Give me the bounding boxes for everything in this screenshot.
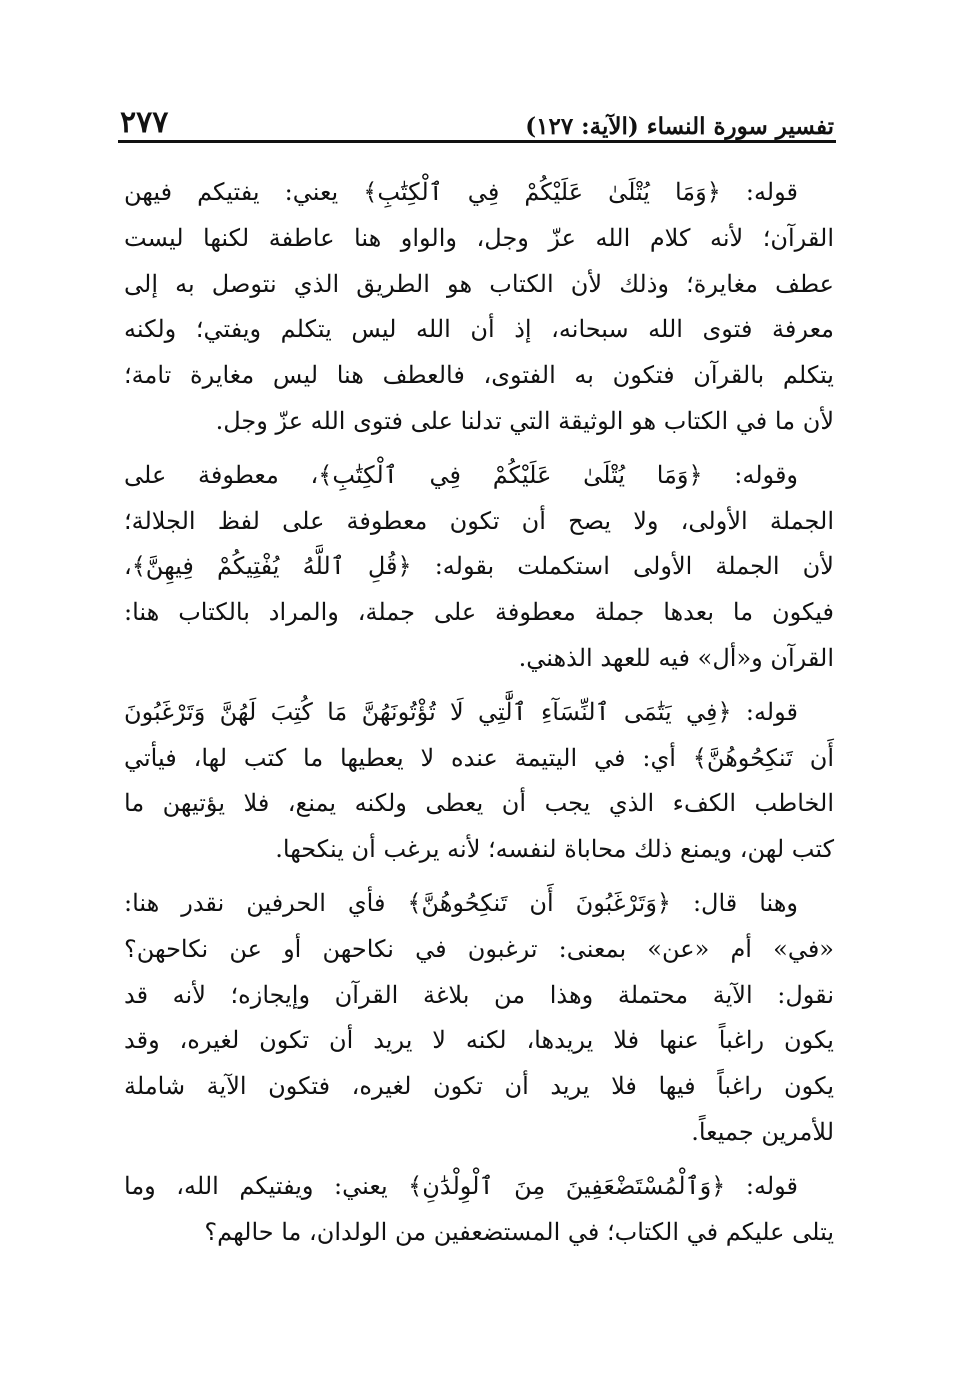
text-line: يكون راغباً فيها فلا يريد أن تكون لغيره، فتكون الآية شاملة xyxy=(124,1072,834,1101)
text-line: كتب لهن، ويمنع ذلك محاباة لنفسه؛ لأنه يرغب أن ينكحها. xyxy=(275,835,834,864)
text-line: أَن تَنكِحُوهُنَّ﴾ أي: في اليتيمة عنده لا يعطيها ما كتب لها، فيأتي xyxy=(124,743,834,772)
text-line: «في» أم «عن» بمعنى: ترغبون في نكاحهن أو عن نكاحهن؟ xyxy=(124,934,834,963)
text-line: يتلى عليكم في الكتاب؛ في المستضعفين من الولدان، ما حالهم؟ xyxy=(204,1217,834,1246)
text-line: قوله: ﴿فِي يَتَٰمَى ٱلنِّسَآءِ ٱلَّٰتِي لَا تُؤْتُونَهُنَّ مَا كُتِبَ لَهُنَّ وَتَرْغَبُونَ xyxy=(124,697,798,726)
text-line: لأن ما في الكتاب هو الوثيقة التي تدلنا على فتوى الله عزّ وجل. xyxy=(215,406,834,435)
text-line: للأمرين جميعاً. xyxy=(691,1117,834,1146)
page-header xyxy=(120,96,834,140)
text-line: وهنا قال: ﴿وَتَرْغَبُونَ أَن تَنكِحُوهُنَّ﴾ فأي الحرفين نقدر هنا: xyxy=(124,888,798,917)
paragraph-1 xyxy=(124,170,834,445)
text-line: معرفة فتوى الله سبحانه، إذ أن الله ليس يتكلم ويفتي؛ ولكنه xyxy=(124,315,834,344)
text-line: القرآن و«أل» فيه للعهد الذهني. xyxy=(518,643,834,672)
text-line: القرآن؛ لأنه كلام الله عزّ وجل، والواو هنا عاطفة لكنها ليست xyxy=(124,223,834,252)
body-text xyxy=(124,170,834,1263)
text-line: يتكلم بالقرآن فتكون به الفتوى، فالعطف هنا ليس مغايرة تامة؛ xyxy=(124,361,834,390)
page-number: ٢٧٧ xyxy=(120,105,169,140)
paragraph-3 xyxy=(124,690,834,873)
paragraph-5 xyxy=(124,1164,834,1256)
text-line: قوله: ﴿وَمَا يُتْلَىٰ عَلَيْكُمْ فِي ٱلْكِتَٰبِ﴾ يعني: يفتيكم فيهن xyxy=(124,178,798,206)
text-line: فيكون ما بعدها جملة معطوفة على جملة، والمراد بالكتاب هنا: xyxy=(124,598,834,627)
text-line: وقوله: ﴿وَمَا يُتْلَىٰ عَلَيْكُمْ فِي ٱلْكِتَٰبِ﴾، معطوفة على xyxy=(124,460,798,489)
text-line: قوله: ﴿وَٱلْمُسْتَضْعَفِينَ مِنَ ٱلْوِلْدَٰنِ﴾ يعني: ويفتيكم الله، وما xyxy=(124,1171,798,1200)
text-line: نقول: الآية محتملة وهذا من بلاغة القرآن وإيجازه؛ لأنه قد xyxy=(124,980,834,1009)
text-line: لأن الجملة الأولى استكملت بقوله: ﴿قُلِ ٱللَّهُ يُفْتِيكُمْ فِيهِنَّ﴾، xyxy=(124,552,834,581)
text-line: يكون راغباً عنها فلا يريدها، لكنه لا يريد أن تكون لغيره، وقد xyxy=(124,1026,834,1055)
paragraph-4 xyxy=(124,881,834,1156)
running-title: تفسير سورة النساء (الآية: ١٢٧) xyxy=(525,113,834,140)
text-line: الجملة الأولى، ولا يصح أن تكون معطوفة على لفظ الجلالة؛ xyxy=(124,506,834,535)
text-line: عطف مغايرة؛ وذلك لأن الكتاب هو الطريق الذي نتوصل به إلى xyxy=(124,269,835,298)
paragraph-2 xyxy=(124,453,834,682)
text-line: الخاطب الكفء الذي يجب أن يعطى ولكنه يمنع، فلا يؤتيهن ما xyxy=(124,789,834,818)
header-rule xyxy=(118,140,836,143)
